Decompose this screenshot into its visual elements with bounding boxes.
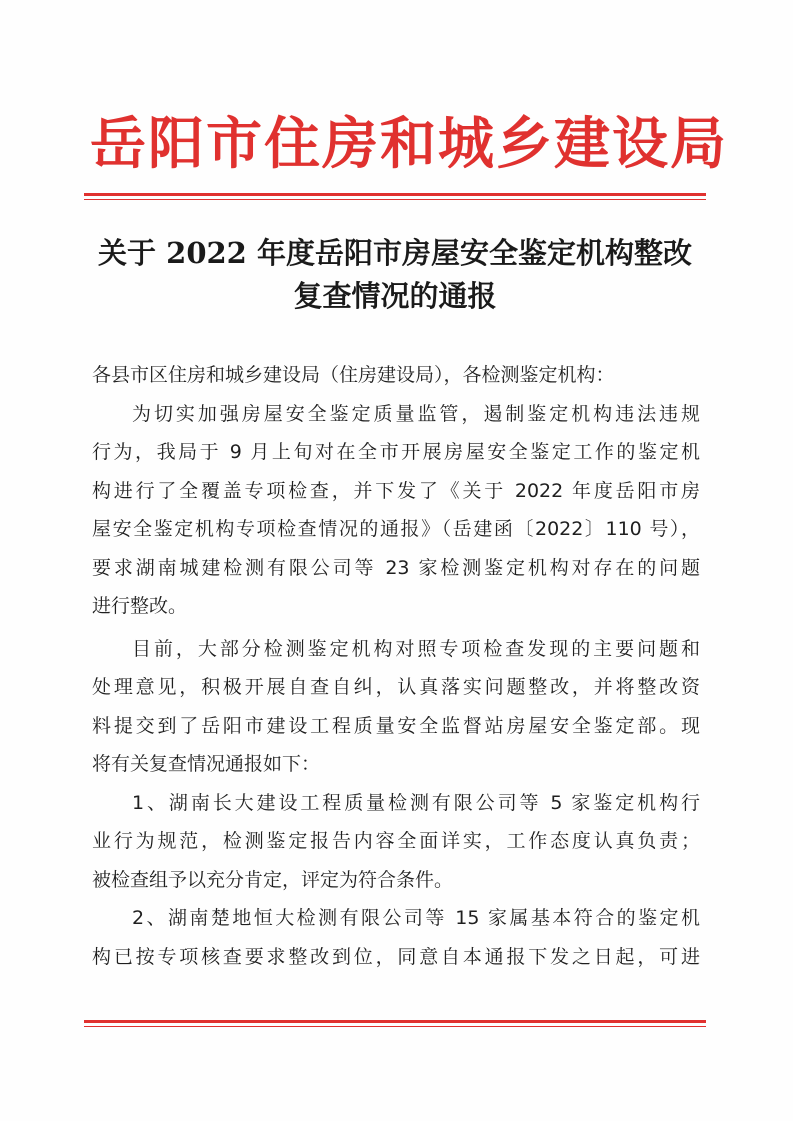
paragraph-2-line-1: 目前，大部分检测鉴定机构对照专项检查发现的主要问题和 <box>132 637 700 660</box>
paragraph-1-line-3: 构进行了全覆盖专项检查，并下发了《关于 2022 年度岳阳市房 <box>92 479 700 502</box>
document-body <box>92 356 700 976</box>
footer-divider-thick <box>84 1020 706 1023</box>
paragraph-2-line-2: 处理意见，积极开展自查自纠，认真落实问题整改，并将整改资 <box>92 676 700 698</box>
paragraph-1-line-1: 为切实加强房屋安全鉴定质量监管，遏制鉴定机构违法违规 <box>132 402 700 425</box>
paragraph-3-line-2: 业行为规范，检测鉴定报告内容全面详实，工作态度认真负责； <box>92 830 700 852</box>
document-title-line-1: 关于 2022 年度岳阳市房屋安全鉴定机构整改 <box>98 236 692 270</box>
salutation: 各县市区住房和城乡建设局（住房建设局），各检测鉴定机构： <box>92 364 615 386</box>
paragraph-2-line-4: 将有关复查情况通报如下： <box>92 753 321 775</box>
paragraph-3-line-3: 被检查组予以充分肯定，评定为符合条件。 <box>92 868 454 891</box>
masthead-divider-thin <box>84 199 706 200</box>
paragraph-4-line-2: 构已按专项核查要求整改到位，同意自本通报下发之日起，可进 <box>92 945 700 968</box>
document-title-line-2: 复查情况的通报 <box>293 279 497 313</box>
paragraph-1-line-4: 屋安全鉴定机构专项检查情况的通报》（岳建函〔2022〕110 号）， <box>92 518 700 540</box>
masthead-divider-thick <box>84 193 706 196</box>
paragraph-1-line-5: 要求湖南城建检测有限公司等 23 家检测鉴定机构对存在的问题 <box>92 556 700 579</box>
paragraph-1-line-2: 行为，我局于 9 月上旬对在全市开展房屋安全鉴定工作的鉴定机 <box>92 441 700 463</box>
paragraph-2-line-3: 料提交到了岳阳市建设工程质量安全监督站房屋安全鉴定部。现 <box>92 714 700 737</box>
document-title <box>84 232 706 318</box>
paragraph-4-line-1: 2、湖南楚地恒大检测有限公司等 15 家属基本符合的鉴定机 <box>132 907 700 929</box>
paragraph-3-line-1: 1、湖南长大建设工程质量检测有限公司等 5 家鉴定机构行 <box>132 791 700 814</box>
paragraph-1-line-6: 进行整改。 <box>92 595 188 617</box>
footer-divider-thin <box>84 1026 706 1027</box>
masthead-org-name: 岳阳市住房和城乡建设局 <box>90 111 728 177</box>
